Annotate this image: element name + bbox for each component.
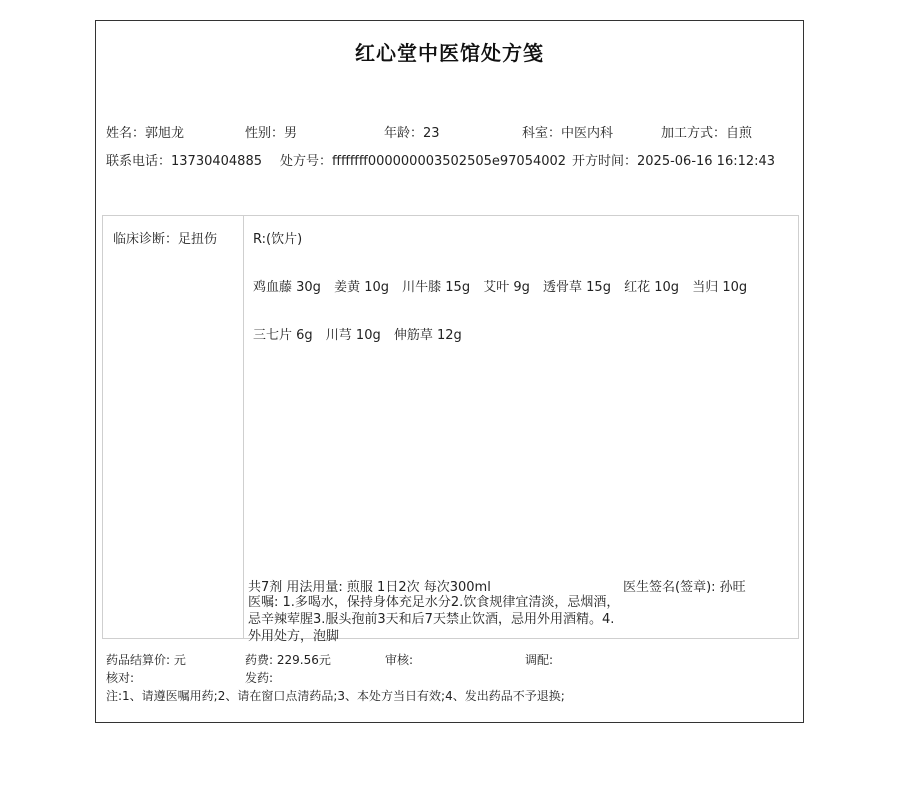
settlement-price: 药品结算价: 元	[106, 653, 186, 667]
processing-method: 加工方式：自煎	[661, 126, 753, 141]
rx-heading: R:(饮片)	[253, 232, 303, 247]
patient-gender: 性别：男	[245, 126, 298, 141]
herb-item: 川芎 10g	[325, 328, 381, 343]
patient-name: 姓名：郭旭龙	[106, 126, 185, 141]
department: 科室：中医内科	[522, 126, 614, 141]
check-label: 核对:	[106, 671, 135, 685]
page-title: 红心堂中医馆处方笺	[355, 41, 544, 65]
clinical-diagnosis: 临床诊断：足扭伤	[113, 232, 218, 247]
issue-label: 发药:	[245, 671, 274, 685]
prescription-number: 处方号：ffffffff000000003502505e97054002	[280, 154, 567, 169]
medicine-fee: 药费: 229.56元	[245, 653, 331, 667]
review-label: 审核:	[385, 653, 414, 667]
prescription-time: 开方时间：2025-06-16 16:12:43	[572, 154, 776, 169]
herb-line-2	[253, 324, 471, 343]
patient-age: 年龄：23	[384, 126, 440, 141]
contact-phone: 联系电话：13730404885	[106, 154, 262, 169]
herb-item: 鸡血藤 30g	[253, 280, 321, 295]
herb-item: 透骨草 15g	[543, 280, 611, 295]
herb-item: 艾叶 9g	[483, 280, 530, 295]
footer-note: 注:1、请遵医嘱用药;2、请在窗口点清药品;3、本处方当日有效;4、发出药品不予退换;	[106, 689, 565, 703]
prescription-sheet	[95, 20, 804, 723]
herb-item: 伸筋草 12g	[393, 328, 462, 343]
herb-item: 当归 10g	[692, 280, 748, 295]
medical-advice: 医嘱: 1.多喝水，保持身体充足水分2.饮食规律宜清淡，忌烟酒，忌辛辣荤腥3.服头孢前3天和后7天禁止饮酒，忌用外用酒精。4.外用处方，泡脚	[248, 595, 620, 644]
doctor-signature: 医生签名(签章): 孙旺	[623, 580, 746, 595]
herb-item: 川牛膝 15g	[402, 280, 471, 295]
herb-item: 姜黄 10g	[334, 280, 390, 295]
usage-dosage: 共7剂 用法用量: 煎服 1日2次 每次300ml	[248, 580, 491, 595]
herb-item: 红花 10g	[624, 280, 680, 295]
column-divider	[243, 216, 244, 638]
herb-line-1	[253, 276, 756, 295]
prescription-box	[102, 215, 799, 644]
herb-item: 三七片 6g	[253, 328, 313, 343]
dispense-label: 调配:	[525, 653, 554, 667]
